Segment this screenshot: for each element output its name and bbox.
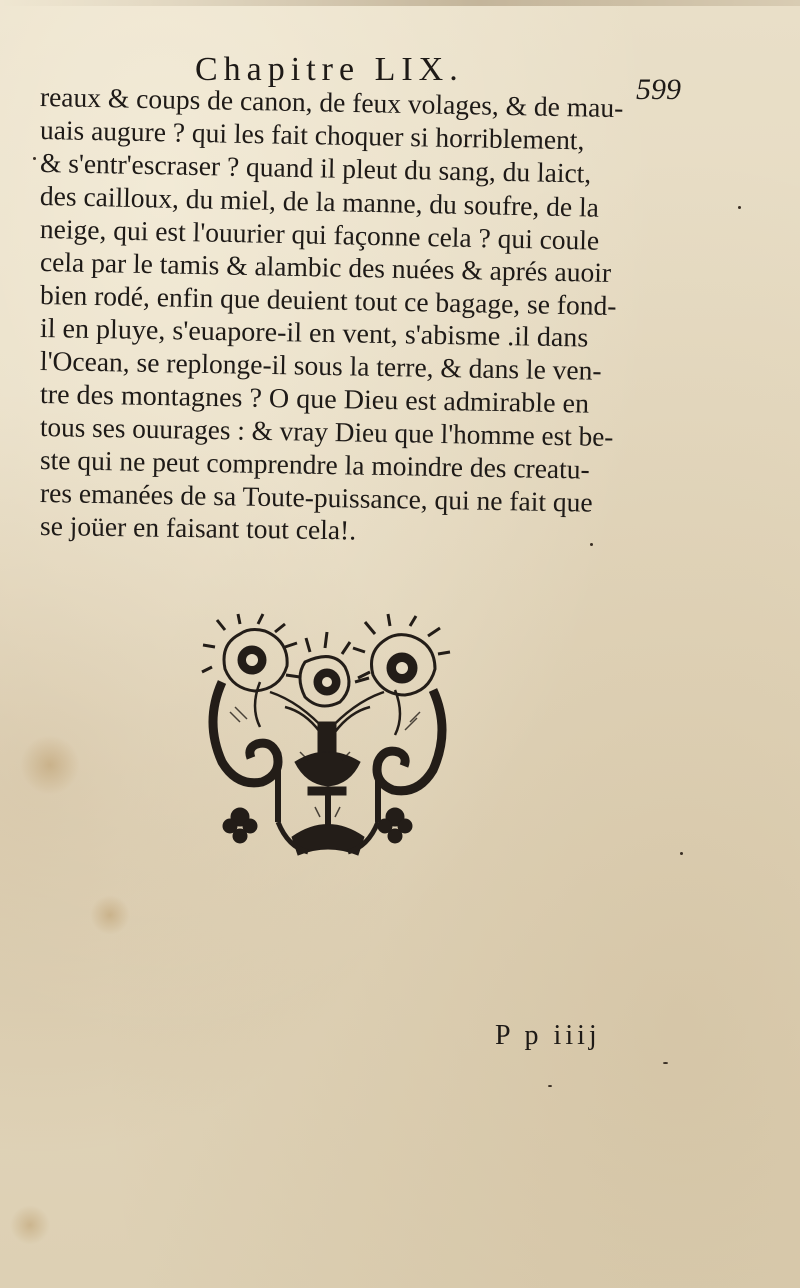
body-text: [40, 80, 720, 560]
text-line: tre des montagnes ? O que Dieu est admirable en: [39, 378, 590, 419]
paper-speck: [548, 1085, 552, 1087]
paper-speck: [663, 1062, 668, 1064]
paper-speck: [738, 206, 741, 209]
page-number: 599: [636, 73, 681, 106]
text-line: res emanées de sa Toute-puissance, qui ne fait que: [39, 477, 593, 518]
paper-speck: [33, 157, 36, 160]
text-line: uais augure ? qui les fait choquer si horriblement,: [39, 114, 585, 156]
text-line: des cailloux, du miel, de la manne, du soufre, de la: [39, 180, 600, 223]
paper-stain: [90, 895, 130, 935]
text-line: bien rodé, enfin que deuient tout ce bagage, se fond-: [39, 279, 617, 322]
text-line: l'Ocean, se replonge-il sous la terre, & dans le ven-: [39, 345, 602, 386]
text-line: il en pluye, s'euapore-il en vent, s'abisme .il dans: [39, 312, 589, 353]
text-line: ste qui ne peut comprendre la moindre des creatu-: [39, 444, 590, 485]
text-line: reaux & coups de canon, de feux volages, & de mau-: [39, 81, 624, 124]
chapter-header: Chapitre LIX.: [195, 51, 464, 88]
paper-speck: [680, 852, 683, 855]
text-line: cela par le tamis & alambic des nuées & aprés auoir: [39, 246, 612, 288]
text-line: neige, qui est l'ouurier qui façonne cela ? qui coule: [39, 213, 600, 256]
paper-stain: [20, 735, 80, 795]
woodcut-ornament-icon: [200, 612, 455, 864]
text-line: tous ses ouurages : & vray Dieu que l'homme est be-: [39, 411, 614, 453]
paper-speck: [590, 543, 593, 546]
page-top-edge: [0, 0, 800, 6]
text-line: & s'entr'escraser ? quand il pleut du sang, du laict,: [39, 147, 592, 189]
signature-mark: P p iiij: [495, 1020, 601, 1051]
text-line: se joüer en faisant tout cela!.: [39, 510, 357, 546]
paper-stain: [10, 1205, 50, 1245]
